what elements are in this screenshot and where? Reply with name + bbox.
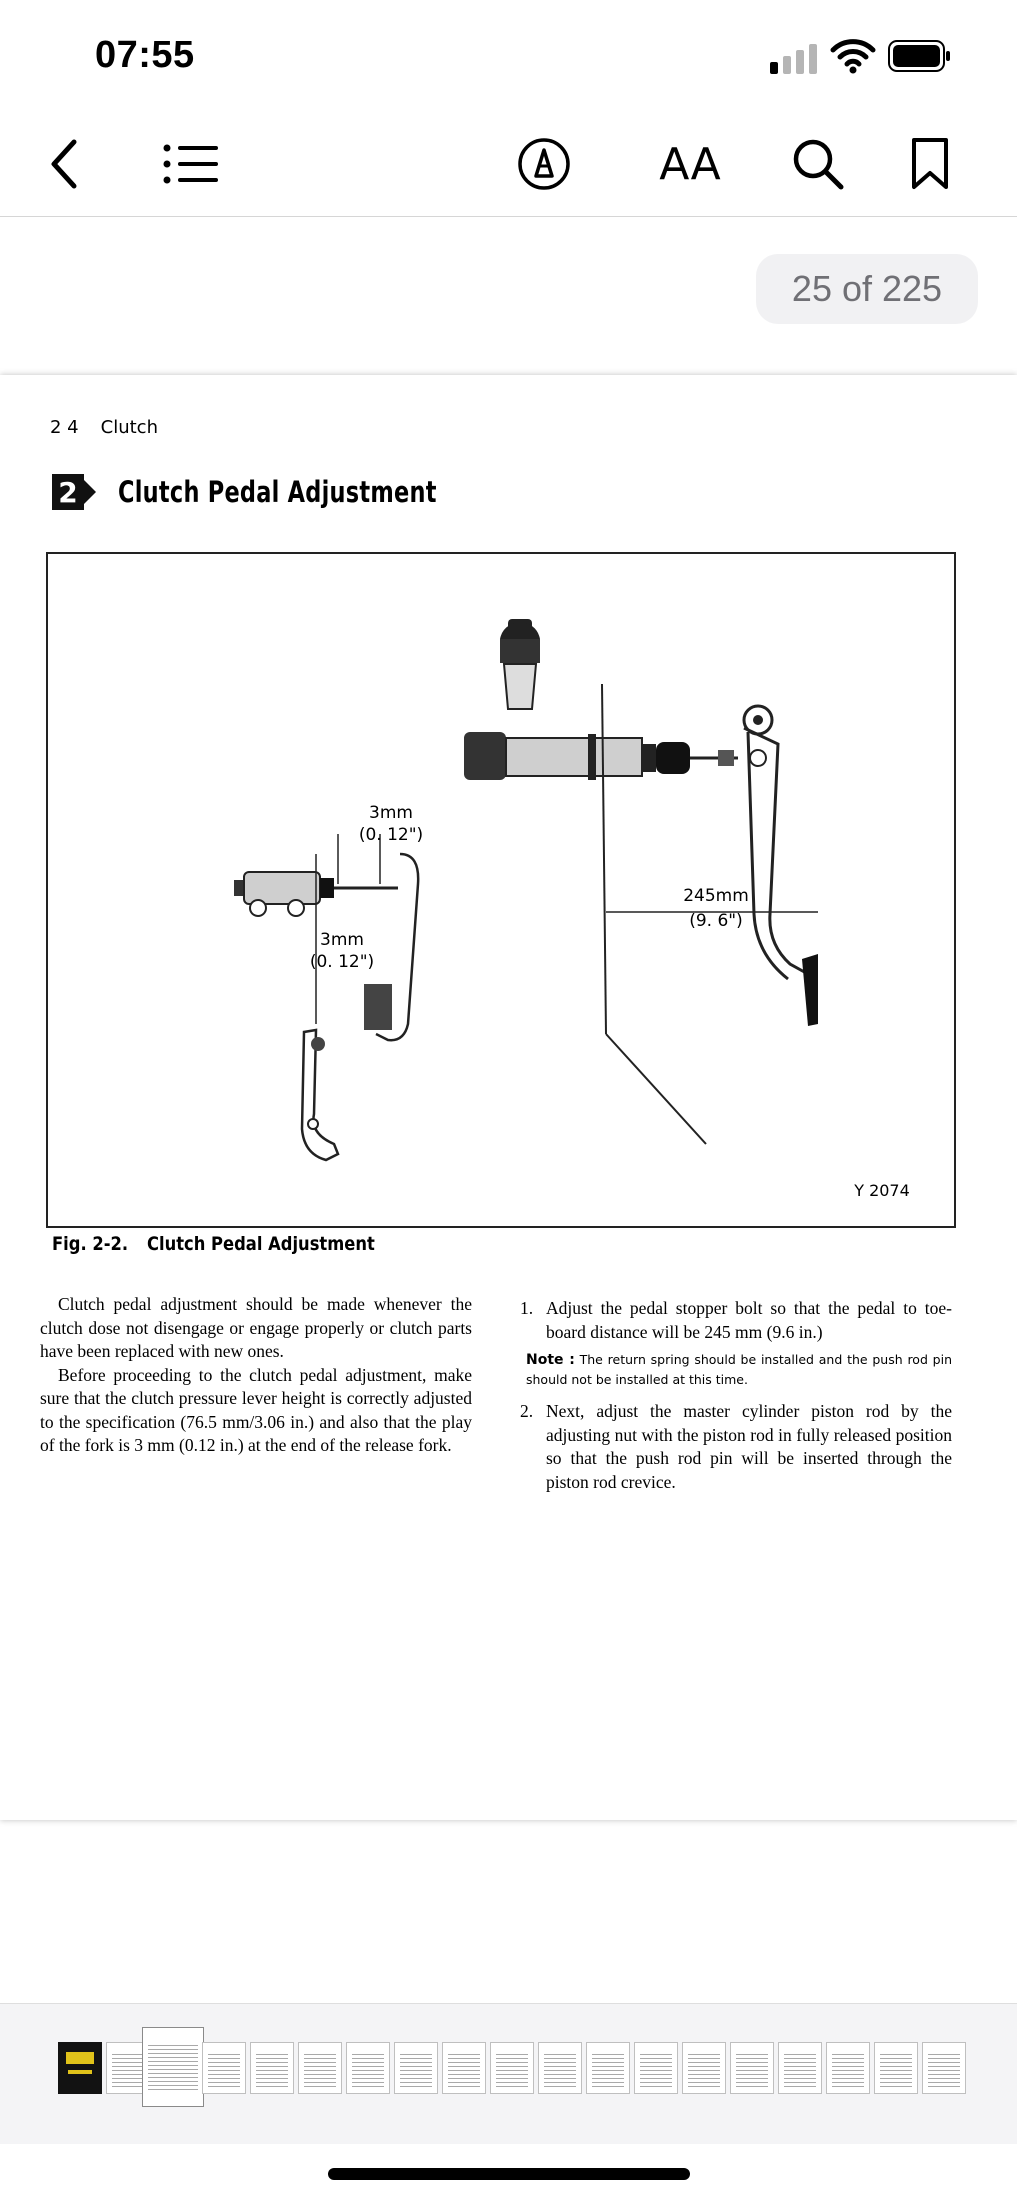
dim-top-label: 3mm (369, 803, 413, 823)
note-text: The return spring should be installed and the push rod pin should not be installed at this time. (526, 1352, 953, 1387)
list-icon (162, 142, 218, 186)
step-2-text: Next, adjust the master cylinder piston rod by the adjusting nut with the piston rod in fully released position so that the push rod pin will be inserted through the piston rod crevice. (546, 1401, 952, 1492)
thumbnail-page[interactable] (874, 2042, 918, 2094)
wifi-icon (830, 38, 876, 74)
thumbnail-page[interactable] (826, 2042, 870, 2094)
thumbnail-page[interactable] (778, 2042, 822, 2094)
toe-board-line (602, 684, 606, 1034)
thumbnail-page[interactable] (682, 2042, 726, 2094)
document-page[interactable] (0, 375, 1017, 1820)
right-column-steps (520, 1297, 952, 1500)
thumbnail-page[interactable] (442, 2042, 486, 2094)
status-time: 07:55 (95, 34, 195, 76)
note-label: Note : (526, 1352, 575, 1368)
thumbnail-page[interactable] (634, 2042, 678, 2094)
text-size-button[interactable]: AA (659, 138, 721, 190)
thumbnail-page[interactable] (346, 2042, 390, 2094)
reader-toolbar (0, 110, 1017, 217)
clutch-pedal-illustration (744, 706, 818, 1026)
thumbnail-page[interactable] (922, 2042, 966, 2094)
dim-mid-label: 3mm (320, 930, 364, 950)
dim-mid-inch: (0. 12") (309, 952, 375, 972)
battery-icon (888, 40, 952, 72)
bookmark-icon (910, 137, 950, 191)
thumbnail-page[interactable] (538, 2042, 582, 2094)
step-1 (520, 1297, 952, 1344)
home-indicator[interactable] (328, 2168, 690, 2180)
bookmark-button[interactable] (898, 132, 962, 196)
thumbnail-page[interactable] (730, 2042, 774, 2094)
left-column-text (40, 1293, 472, 1458)
step-1-text: Adjust the pedal stopper bolt so that the pedal to toe-board distance will be 245 mm (9.6 in.) (546, 1298, 952, 1342)
page-thumbnail-strip[interactable] (0, 2003, 1017, 2144)
paragraph-1: Clutch pedal adjustment should be made whenever the clutch dose not disengage or engage properly or clutch parts have been replaced with new ones. (40, 1294, 472, 1361)
thumbnail-page[interactable] (298, 2042, 342, 2094)
step-1-number: 1. (520, 1298, 534, 1318)
note (526, 1350, 952, 1390)
clutch-diagram (48, 554, 954, 1226)
cellular-signal-icon (770, 44, 820, 74)
thumbnail-page[interactable] (250, 2042, 294, 2094)
paragraph-2: Before proceeding to the clutch pedal adjustment, make sure that the clutch pressure lever height is correctly adjusted to the specification (76.5 mm/3.06 in.) and also that the play of the fork is 3 mm (0.12 in.) at the end of the release fork. (40, 1364, 472, 1455)
figure-caption (52, 1233, 375, 1255)
step-2 (520, 1400, 952, 1494)
pen-circle-icon (516, 136, 572, 192)
clutch-pedal-figure (46, 552, 956, 1228)
thumbnail-page-current[interactable] (142, 2027, 204, 2107)
figure-caption-number: Fig. 2-2. (52, 1233, 129, 1255)
search-button[interactable] (786, 132, 850, 196)
search-icon (791, 137, 845, 191)
release-cylinder-illustration (234, 834, 418, 1160)
thumbnail-page[interactable] (58, 2042, 102, 2094)
master-cylinder-illustration (464, 619, 738, 780)
page-number: 2 4 (50, 417, 79, 438)
step-2-number: 2. (520, 1401, 534, 1421)
figure-code: Y 2074 (854, 1181, 910, 1200)
thumbnail-page[interactable] (586, 2042, 630, 2094)
figure-caption-title: Clutch Pedal Adjustment (147, 1233, 375, 1255)
page-header (50, 417, 158, 438)
dim-pedal-label: 245mm (683, 886, 749, 906)
section-number-badge: 2 (52, 474, 84, 510)
status-bar (0, 0, 1017, 110)
chevron-left-icon (46, 138, 82, 190)
thumbnail-page[interactable] (394, 2042, 438, 2094)
thumbnail-page[interactable] (490, 2042, 534, 2094)
section-title: Clutch Pedal Adjustment (118, 475, 437, 509)
back-button[interactable] (32, 132, 96, 196)
dim-top-inch: (0. 12") (358, 825, 424, 845)
dim-pedal-inch: (9. 6") (689, 911, 743, 931)
markup-button[interactable] (512, 132, 576, 196)
page-counter: 25 of 225 (756, 254, 978, 324)
thumbnail-page[interactable] (202, 2042, 246, 2094)
table-of-contents-button[interactable] (158, 132, 222, 196)
page-section: Clutch (100, 417, 158, 438)
